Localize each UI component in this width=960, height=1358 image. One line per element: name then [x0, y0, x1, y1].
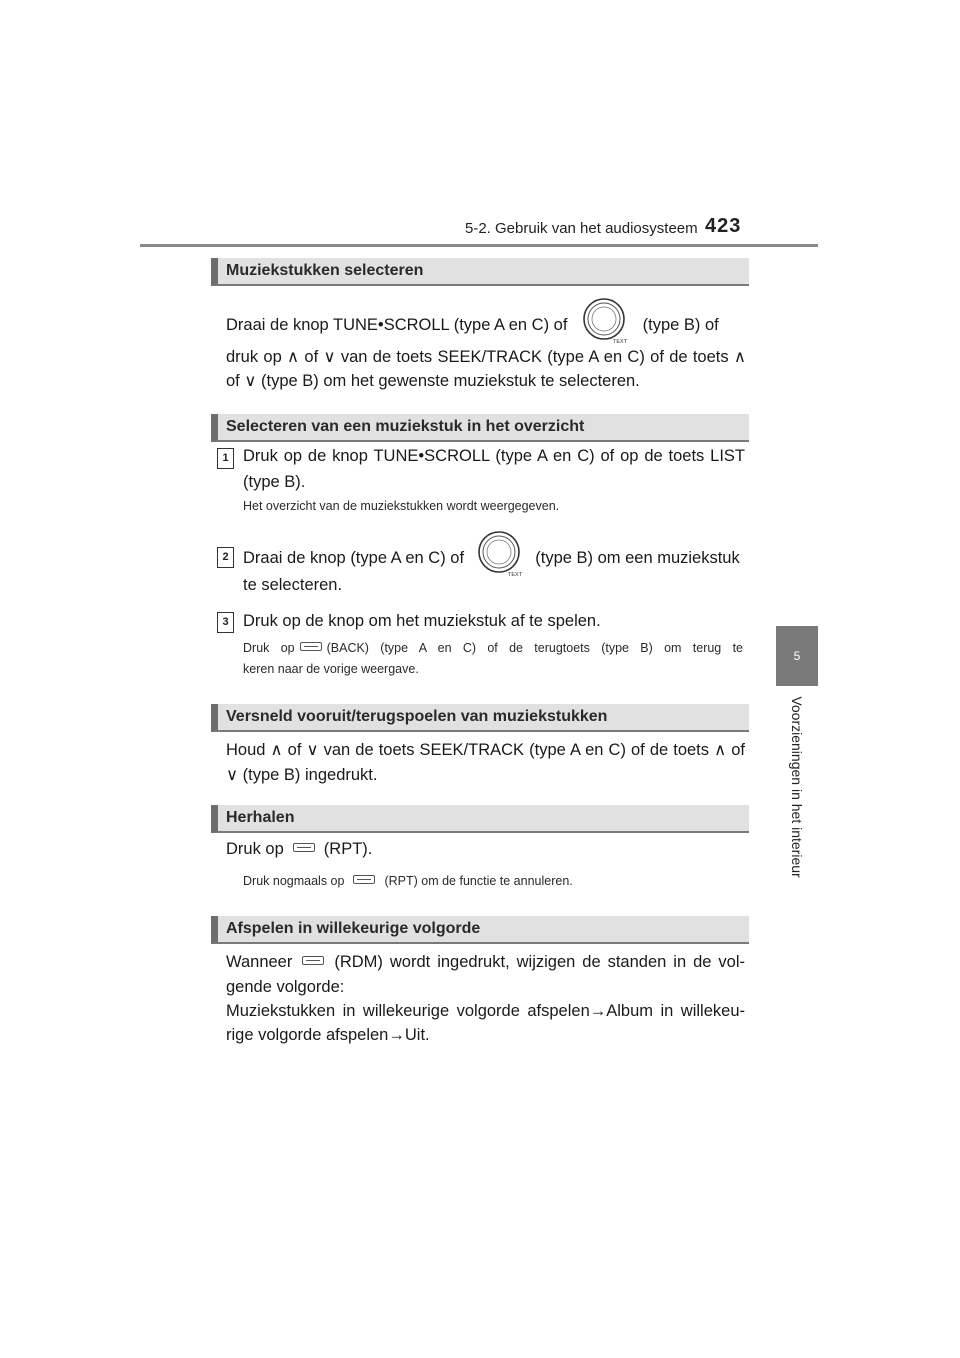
section-heading-fast [211, 704, 749, 732]
random-line2: gende volgorde: [226, 978, 345, 996]
step1-line2: (type B). [243, 473, 306, 491]
section-heading-select [211, 258, 749, 286]
step3-note-line2: keren naar de vorige weergave. [243, 662, 419, 676]
section-heading-random-text: Afspelen in willekeurige volgorde [226, 920, 481, 937]
random-text-b: (RDM) wordt ingedrukt, wijzigen de standen in de vol- [334, 953, 745, 971]
step3-line1: Druk op de knop om het muziekstuk af te spelen. [243, 612, 601, 630]
step2-text-b: (type B) om een muziekstuk [535, 548, 740, 567]
step-number-1: 1 [217, 448, 234, 469]
select-text-1b: (type B) of [642, 315, 719, 334]
back-button-icon [300, 642, 322, 651]
random-line1 [226, 949, 745, 976]
header-section-title: 5-2. Gebruik van het audiosysteem [465, 220, 698, 237]
repeat-note-b: (RPT) om de functie te annuleren. [384, 874, 573, 888]
section-heading-fast-text: Versneld vooruit/terugspoelen van muziekstukken [226, 708, 608, 725]
rdm-button-icon [302, 956, 324, 965]
repeat-text-a: Druk op [226, 840, 284, 858]
header-rule [140, 244, 818, 247]
random-text-a: Wanneer [226, 953, 293, 971]
repeat-line1 [226, 836, 744, 863]
chapter-side-label-text: Voorzieningen in het interieur [789, 696, 805, 878]
section-heading-repeat [211, 805, 749, 833]
page-number: 423 [705, 215, 742, 237]
section-heading-repeat-text: Herhalen [226, 809, 295, 826]
section-heading-overview-text: Selecteren van een muziekstuk in het overzicht [226, 418, 585, 435]
fast-line1: Houd ∧ of ∨ van de toets SEEK/TRACK (type A en C) of de toets ∧ of [226, 741, 745, 759]
step-number-2: 2 [217, 547, 234, 568]
rpt-button-icon [353, 875, 375, 884]
select-text-1: Draai de knop TUNE•SCROLL (type A en C) of [226, 315, 568, 334]
section-heading-random [211, 916, 749, 944]
step2-line2: te selecteren. [243, 576, 343, 594]
section-heading-overview [211, 414, 749, 442]
random-line4: rige volgorde afspelen→Uit. [226, 1026, 430, 1044]
step3-note-a: Druk op [243, 641, 295, 655]
knob-caption: TEXT [613, 339, 628, 345]
step2-text-a: Draai de knop (type A en C) of [243, 548, 465, 567]
select-paragraph-line2: druk op ∧ of ∨ van de toets SEEK/TRACK (type A en C) of de toets ∧ [226, 348, 746, 366]
repeat-note [243, 871, 743, 892]
step1-note: Het overzicht van de muziekstukken wordt weergegeven. [243, 499, 560, 513]
rpt-button-icon [293, 843, 315, 852]
section-heading-select-text: Muziekstukken selecteren [226, 262, 424, 279]
repeat-note-a: Druk nogmaals op [243, 874, 345, 888]
fast-line2: ∨ (type B) ingedrukt. [226, 766, 378, 784]
random-line3: Muziekstukken in willekeurige volgorde afspelen→Album in willekeu- [226, 1002, 745, 1020]
chapter-side-label [776, 692, 818, 882]
knob-caption: TEXT [507, 572, 522, 578]
select-paragraph-line3: of ∨ (type B) om het gewenste muziekstuk te selecteren. [226, 372, 640, 390]
step1-line1: Druk op de knop TUNE•SCROLL (type A en C) of op de toets LIST [243, 447, 745, 465]
step-number-3: 3 [217, 612, 234, 633]
chapter-tab: 5 [776, 626, 818, 686]
step3-note-b: (BACK) (type A en C) of de terugtoets (type B) om terug te [326, 641, 743, 655]
repeat-text-b: (RPT). [323, 840, 373, 858]
step3-note-line1 [243, 638, 743, 659]
